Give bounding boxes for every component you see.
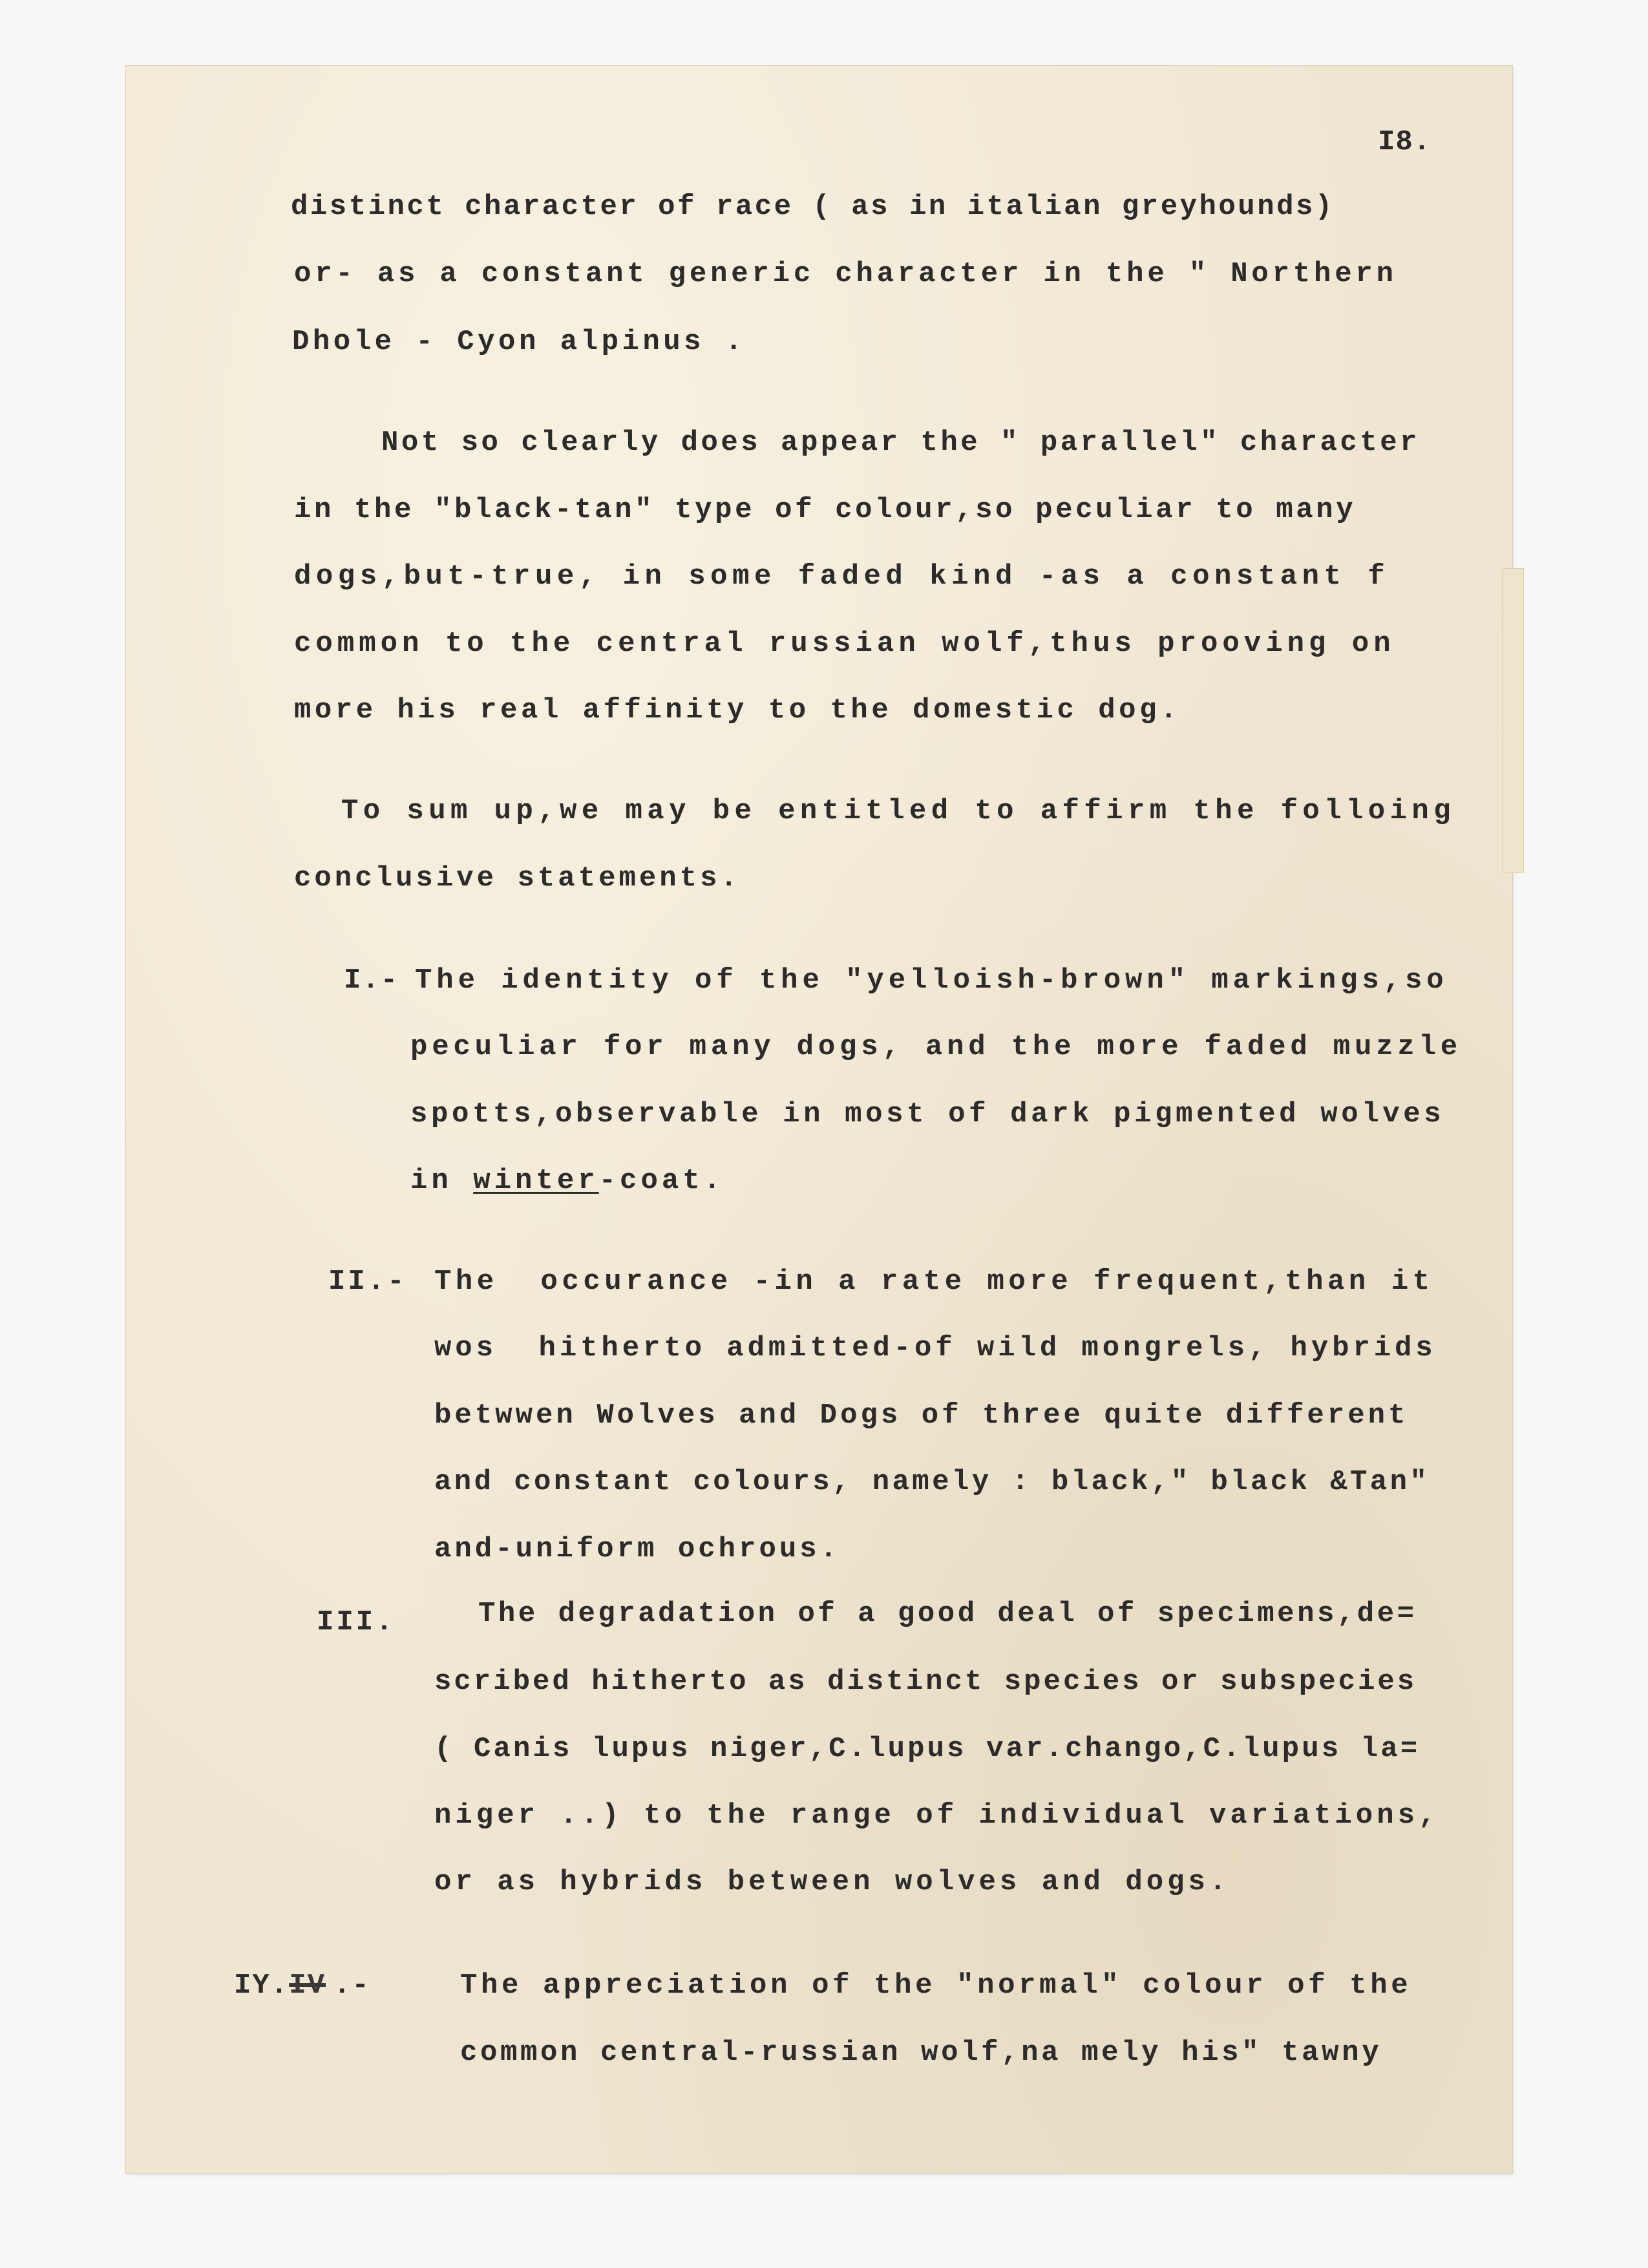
text-line: dogs,but-true, in some faded kind -as a constant f [294, 560, 1390, 593]
text-line: betwwen Wolves and Dogs of three quite different [434, 1399, 1409, 1432]
text-line: and constant colours, namely : black," black &Tan" [434, 1466, 1430, 1498]
text-line: common central-russian wolf,na mely his" tawny [460, 2037, 1382, 2069]
item-marker: I.- [344, 964, 399, 997]
text-line: and-uniform ochrous. [434, 1533, 841, 1565]
text-line: To sum up,we may be entitled to affirm the folloing [341, 795, 1456, 827]
text-line: conclusive statements. [294, 862, 741, 895]
marker-text: IY. [234, 1969, 290, 2002]
paper-edge-strip [1503, 569, 1523, 873]
text-segment: -coat. [598, 1165, 725, 1197]
text-line: niger ..) to the range of individual variations, [434, 1799, 1440, 1832]
text-line: more his real affinity to the domestic dog. [294, 694, 1181, 726]
text-line: The occurance -in a rate more frequent,than it [434, 1266, 1434, 1298]
text-line: in the "black-tan" type of colour,so peculiar to many [294, 494, 1357, 526]
text-line [410, 1167, 724, 1195]
item-marker: III. [317, 1606, 396, 1638]
text-line: or- as a constant generic character in the " Northern [294, 258, 1397, 290]
text-line: The appreciation of the "normal" colour of the [460, 1969, 1412, 2002]
text-line: Dhole - Cyon alpinus . [292, 326, 746, 358]
item-marker: II.- [328, 1266, 407, 1298]
text-line: The identity of the "yelloish-brown" markings,so [415, 964, 1448, 997]
text-line: peculiar for many dogs, and the more faded muzzle [410, 1031, 1463, 1063]
text-line: ( Canis lupus niger,C.lupus var.chango,C.lupus la= [434, 1733, 1421, 1765]
underlined-word: winter [473, 1165, 599, 1197]
text-segment: in [410, 1165, 474, 1197]
text-line: The degradation of a good deal of specimens,de= [478, 1598, 1417, 1630]
struck-marker: IV [289, 1969, 326, 2002]
text-line: scribed hitherto as distinct species or subspecies [434, 1666, 1417, 1698]
text-line: or as hybrids between wolves and dogs. [434, 1866, 1231, 1898]
text-line: Not so clearly does appear the " parallel" character [381, 427, 1421, 459]
text-line: distinct character of race ( as in italian greyhounds) [291, 191, 1335, 223]
text-line: wos hitherto admitted-of wild mongrels, hybrids [434, 1332, 1437, 1364]
text-line: common to the central russian wolf,thus prooving on [294, 628, 1395, 660]
marker-tail: .- [333, 1969, 370, 2002]
item-marker [234, 1971, 370, 2000]
text-line: spotts,observable in most of dark pigmented wolves [410, 1098, 1445, 1130]
page-number: I8. [1378, 126, 1431, 158]
